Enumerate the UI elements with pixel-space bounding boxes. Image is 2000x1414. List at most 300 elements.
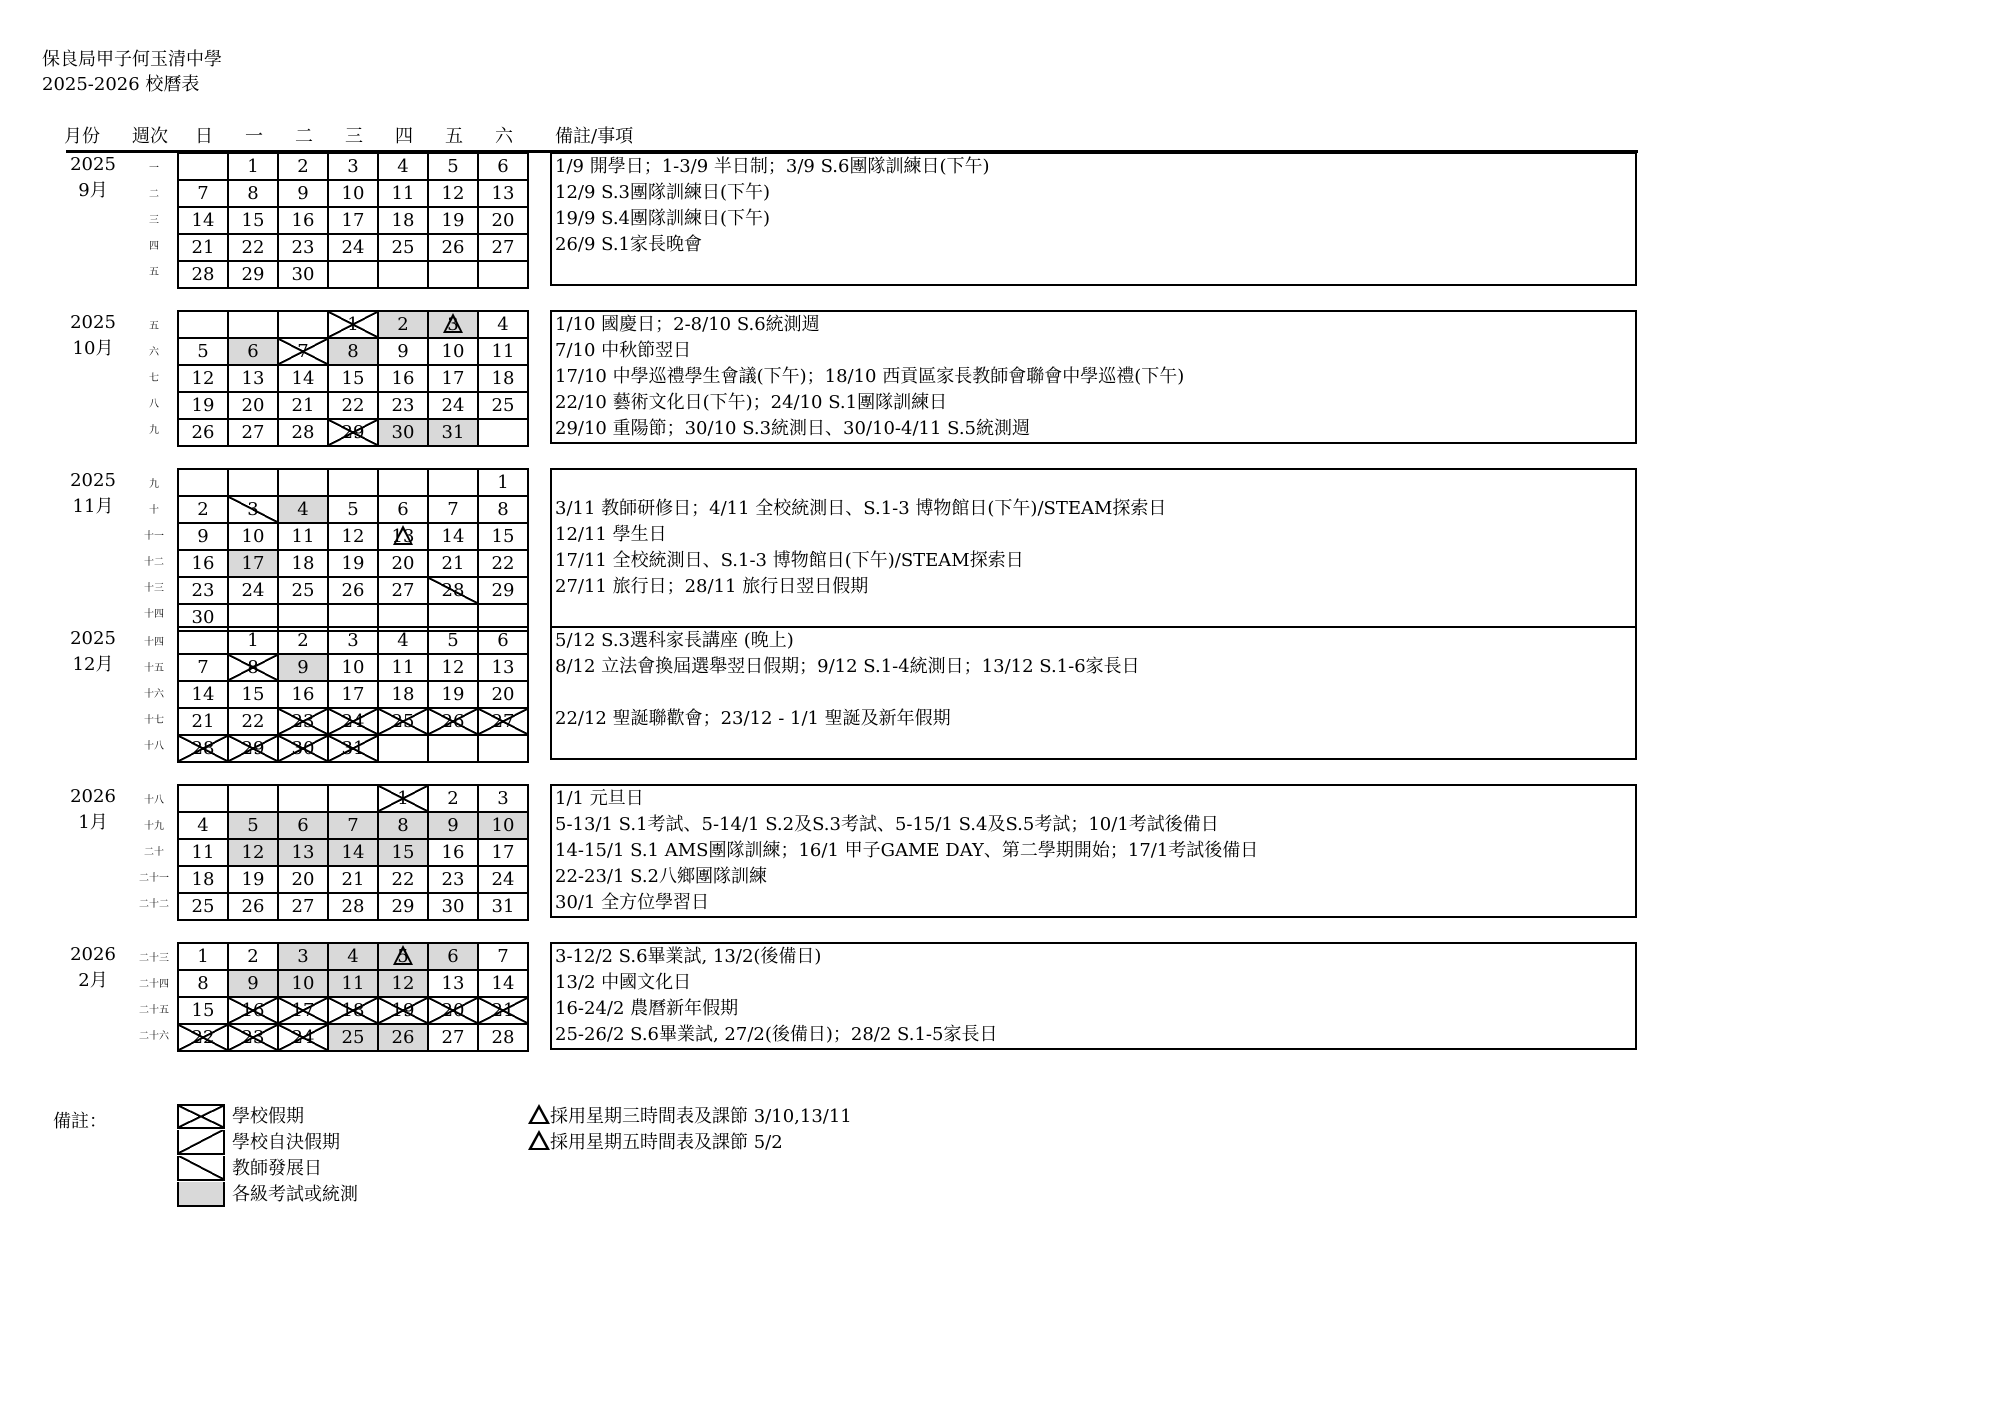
day-cell xyxy=(328,577,378,604)
day-number: 8 xyxy=(247,183,259,204)
day-cell xyxy=(228,681,278,708)
day-number: 16 xyxy=(391,368,415,389)
day-cell xyxy=(178,812,228,839)
month-name: 10月 xyxy=(72,338,114,359)
day-cell xyxy=(328,866,378,893)
day-cell xyxy=(178,866,228,893)
day-number: 18 xyxy=(291,553,315,574)
day-cell xyxy=(328,311,378,338)
day-number: 14 xyxy=(441,526,465,547)
note-line: 17/11 全校統測日、S.1-3 博物館日(下午)/STEAM探索日 xyxy=(555,550,1024,571)
day-number: 26 xyxy=(441,711,465,732)
day-number: 30 xyxy=(441,896,465,917)
day-number: 15 xyxy=(191,1000,215,1021)
day-cell xyxy=(228,708,278,735)
month-notes xyxy=(550,152,1637,286)
day-cell xyxy=(478,365,528,392)
week-row xyxy=(178,496,528,523)
day-cell xyxy=(178,392,228,419)
day-cell xyxy=(328,180,378,207)
day-number: 13 xyxy=(291,842,315,863)
day-cell xyxy=(328,785,378,812)
week-number: 二十 xyxy=(144,847,164,858)
day-cell xyxy=(328,469,378,496)
week-number: 十七 xyxy=(144,715,164,726)
day-number: 21 xyxy=(441,553,465,574)
day-number: 1 xyxy=(197,946,209,967)
note-line: 1/10 國慶日；2-8/10 S.6統測週 xyxy=(555,314,820,335)
note-line: 3-12/2 S.6畢業試, 13/2(後備日) xyxy=(555,946,822,967)
week-number: 二十四 xyxy=(139,979,169,990)
day-number: 26 xyxy=(191,422,215,443)
day-number: 1 xyxy=(397,788,409,809)
day-number: 20 xyxy=(291,869,315,890)
note-line xyxy=(552,732,1635,758)
week-row xyxy=(178,550,528,577)
day-cell xyxy=(378,681,428,708)
day-cell xyxy=(428,735,478,762)
day-cell xyxy=(428,469,478,496)
day-cell xyxy=(328,496,378,523)
note-line: 3/11 教師研修日；4/11 全校統測日、S.1-3 博物館日(下午)/STEAM探索日 xyxy=(555,498,1167,519)
day-cell xyxy=(178,943,228,970)
day-cell xyxy=(478,970,528,997)
month-year: 2026 xyxy=(70,944,116,965)
day-number: 29 xyxy=(341,422,365,443)
day-number: 17 xyxy=(341,210,365,231)
day-cell xyxy=(378,812,428,839)
note-line: 12/11 學生日 xyxy=(555,524,667,545)
day-cell xyxy=(328,943,378,970)
day-cell xyxy=(178,708,228,735)
day-number: 13 xyxy=(441,973,465,994)
day-number: 2 xyxy=(297,630,309,651)
day-cell xyxy=(228,893,278,920)
week-number: 二十二 xyxy=(139,899,169,910)
week-row xyxy=(178,577,528,604)
day-number: 19 xyxy=(441,210,465,231)
day-number: 18 xyxy=(191,869,215,890)
note-line: 27/11 旅行日；28/11 旅行日翌日假期 xyxy=(555,576,869,597)
week-number: 十五 xyxy=(144,663,164,674)
day-number: 14 xyxy=(191,210,215,231)
day-cell xyxy=(478,311,528,338)
day-number: 7 xyxy=(197,657,209,678)
day-cell xyxy=(378,207,428,234)
month-calendar-grid xyxy=(177,152,529,289)
week-row xyxy=(178,785,528,812)
day-cell xyxy=(278,735,328,762)
day-number: 14 xyxy=(341,842,365,863)
day-cell xyxy=(228,970,278,997)
note-line: 22-23/1 S.2八鄉團隊訓練 xyxy=(555,866,767,887)
day-number: 3 xyxy=(347,630,359,651)
day-cell xyxy=(178,261,228,288)
day-number: 25 xyxy=(391,237,415,258)
day-cell xyxy=(328,997,378,1024)
note-line: 1/9 開學日；1-3/9 半日制；3/9 S.6團隊訓練日(下午) xyxy=(555,156,990,177)
month-calendar-grid xyxy=(177,468,529,632)
month-name: 2月 xyxy=(78,970,108,991)
day-number: 1 xyxy=(347,314,359,335)
day-cell xyxy=(478,523,528,550)
day-number: 2 xyxy=(247,946,259,967)
day-number: 14 xyxy=(491,973,515,994)
day-cell xyxy=(278,392,328,419)
day-number: 12 xyxy=(441,657,465,678)
day-number: 27 xyxy=(441,1027,465,1048)
note-line xyxy=(552,680,1635,706)
day-number: 8 xyxy=(347,341,359,362)
day-cell xyxy=(228,997,278,1024)
month-year: 2025 xyxy=(70,312,116,333)
day-number: 15 xyxy=(491,526,515,547)
week-number: 九 xyxy=(149,425,159,436)
day-number: 11 xyxy=(391,657,415,678)
day-number: 20 xyxy=(441,1000,465,1021)
day-cell xyxy=(478,153,528,180)
day-number: 3 xyxy=(247,499,259,520)
day-cell xyxy=(228,1024,278,1051)
day-cell xyxy=(378,627,428,654)
day-cell xyxy=(378,654,428,681)
day-number: 25 xyxy=(391,711,415,732)
day-cell xyxy=(278,839,328,866)
day-number: 14 xyxy=(191,684,215,705)
day-number: 30 xyxy=(291,738,315,759)
week-row xyxy=(178,654,528,681)
day-number: 27 xyxy=(391,580,415,601)
day-number: 17 xyxy=(441,368,465,389)
day-cell xyxy=(328,970,378,997)
day-cell xyxy=(328,392,378,419)
week-number: 九 xyxy=(149,479,159,490)
day-cell xyxy=(228,654,278,681)
day-cell xyxy=(178,839,228,866)
day-number: 16 xyxy=(241,1000,265,1021)
legend-dev-day-swatch xyxy=(177,1156,225,1181)
day-cell xyxy=(378,338,428,365)
day-cell xyxy=(378,469,428,496)
day-cell xyxy=(178,311,228,338)
month-notes xyxy=(550,942,1637,1050)
day-cell xyxy=(278,523,328,550)
day-number: 10 xyxy=(241,526,265,547)
week-number: 十六 xyxy=(144,689,164,700)
day-number: 12 xyxy=(441,183,465,204)
day-number: 8 xyxy=(497,499,509,520)
triangle-icon xyxy=(528,1130,550,1150)
day-cell xyxy=(378,893,428,920)
day-number: 12 xyxy=(191,368,215,389)
legend-exam-swatch xyxy=(177,1182,225,1207)
day-number: 31 xyxy=(441,422,465,443)
day-cell xyxy=(278,654,328,681)
day-cell xyxy=(328,1024,378,1051)
day-number: 4 xyxy=(197,815,209,836)
day-number: 22 xyxy=(341,395,365,416)
day-cell xyxy=(228,261,278,288)
day-cell xyxy=(328,153,378,180)
day-cell xyxy=(428,577,478,604)
day-cell xyxy=(278,970,328,997)
week-number: 三 xyxy=(149,215,159,226)
day-number: 2 xyxy=(297,156,309,177)
day-number: 9 xyxy=(247,973,259,994)
week-number: 二十五 xyxy=(139,1005,169,1016)
week-number: 十八 xyxy=(144,741,164,752)
note-line: 19/9 S.4團隊訓練日(下午) xyxy=(555,208,771,229)
day-cell xyxy=(478,812,528,839)
day-cell xyxy=(178,893,228,920)
day-cell xyxy=(278,812,328,839)
day-cell xyxy=(378,1024,428,1051)
day-cell xyxy=(378,234,428,261)
day-number: 15 xyxy=(391,842,415,863)
week-row xyxy=(178,997,528,1024)
day-cell xyxy=(478,207,528,234)
day-number: 21 xyxy=(491,1000,515,1021)
day-number: 18 xyxy=(391,210,415,231)
day-number: 7 xyxy=(197,183,209,204)
week-row xyxy=(178,839,528,866)
month-calendar-grid xyxy=(177,310,529,447)
day-number: 24 xyxy=(341,237,365,258)
day-cell xyxy=(478,681,528,708)
day-cell xyxy=(328,735,378,762)
day-cell xyxy=(278,419,328,446)
header-week: 週次 xyxy=(132,126,168,147)
day-cell xyxy=(178,365,228,392)
day-cell xyxy=(328,523,378,550)
month-name: 11月 xyxy=(72,496,114,517)
day-cell xyxy=(428,654,478,681)
day-number: 22 xyxy=(491,553,515,574)
day-number: 8 xyxy=(197,973,209,994)
day-cell xyxy=(378,708,428,735)
day-cell xyxy=(228,338,278,365)
day-number: 20 xyxy=(241,395,265,416)
day-cell xyxy=(178,785,228,812)
day-cell xyxy=(278,785,328,812)
day-cell xyxy=(428,419,478,446)
day-cell xyxy=(428,261,478,288)
day-cell xyxy=(478,180,528,207)
day-cell xyxy=(478,392,528,419)
day-cell xyxy=(378,311,428,338)
day-cell xyxy=(378,365,428,392)
week-number: 十八 xyxy=(144,795,164,806)
day-cell xyxy=(278,893,328,920)
note-line xyxy=(552,258,1635,284)
day-number: 10 xyxy=(441,341,465,362)
note-line: 5-13/1 S.1考試、5-14/1 S.2及S.3考試、5-15/1 S.4及S.5考試；10/1考試後備日 xyxy=(555,814,1219,835)
week-row xyxy=(178,970,528,997)
day-header: 日 xyxy=(195,126,213,147)
day-cell xyxy=(228,866,278,893)
day-number: 23 xyxy=(241,1027,265,1048)
day-cell xyxy=(278,577,328,604)
day-cell xyxy=(328,893,378,920)
week-number: 七 xyxy=(149,373,159,384)
day-cell xyxy=(478,785,528,812)
day-cell xyxy=(228,812,278,839)
day-number: 30 xyxy=(191,607,215,628)
day-number: 19 xyxy=(191,395,215,416)
day-number: 19 xyxy=(241,869,265,890)
day-cell xyxy=(278,365,328,392)
legend-wed-timetable xyxy=(528,1104,852,1130)
day-cell xyxy=(328,708,378,735)
day-cell xyxy=(378,392,428,419)
day-cell xyxy=(428,839,478,866)
day-cell xyxy=(228,577,278,604)
day-cell xyxy=(478,627,528,654)
week-row xyxy=(178,469,528,496)
day-cell xyxy=(478,943,528,970)
day-number: 17 xyxy=(491,842,515,863)
day-number: 22 xyxy=(241,711,265,732)
month-calendar-grid xyxy=(177,942,529,1052)
day-number: 24 xyxy=(291,1027,315,1048)
day-number: 19 xyxy=(391,1000,415,1021)
day-cell xyxy=(228,419,278,446)
day-number: 21 xyxy=(291,395,315,416)
week-row xyxy=(178,180,528,207)
day-number: 27 xyxy=(291,896,315,917)
day-cell xyxy=(478,893,528,920)
legend-exam: 各級考試或統測 xyxy=(232,1184,358,1205)
week-number: 五 xyxy=(149,321,159,332)
day-cell xyxy=(478,469,528,496)
day-number: 14 xyxy=(291,368,315,389)
day-number: 24 xyxy=(341,711,365,732)
day-cell xyxy=(278,866,328,893)
legend-holiday-swatch xyxy=(177,1104,225,1129)
day-number: 11 xyxy=(191,842,215,863)
week-row xyxy=(178,708,528,735)
day-number: 25 xyxy=(191,896,215,917)
day-cell xyxy=(178,970,228,997)
week-number: 十四 xyxy=(144,609,164,620)
legend-dev-day: 教師發展日 xyxy=(232,1158,322,1179)
day-cell xyxy=(328,839,378,866)
day-number: 5 xyxy=(197,341,209,362)
day-number: 19 xyxy=(441,684,465,705)
day-number: 29 xyxy=(241,738,265,759)
week-number: 二 xyxy=(149,189,159,200)
day-number: 16 xyxy=(441,842,465,863)
day-cell xyxy=(178,997,228,1024)
day-number: 29 xyxy=(391,896,415,917)
day-number: 31 xyxy=(491,896,515,917)
day-number: 9 xyxy=(447,815,459,836)
day-number: 25 xyxy=(341,1027,365,1048)
triangle-icon xyxy=(528,1104,550,1124)
month-year: 2025 xyxy=(70,470,116,491)
day-number: 7 xyxy=(297,341,309,362)
day-cell xyxy=(428,1024,478,1051)
day-cell xyxy=(378,735,428,762)
day-number: 7 xyxy=(447,499,459,520)
day-number: 19 xyxy=(341,553,365,574)
day-number: 4 xyxy=(397,630,409,651)
day-cell xyxy=(328,550,378,577)
week-row xyxy=(178,523,528,550)
day-number: 15 xyxy=(241,210,265,231)
day-number: 10 xyxy=(491,815,515,836)
day-header: 一 xyxy=(245,126,263,147)
month-year: 2026 xyxy=(70,786,116,807)
day-number: 20 xyxy=(391,553,415,574)
week-number: 十一 xyxy=(144,531,164,542)
day-cell xyxy=(278,180,328,207)
week-row xyxy=(178,812,528,839)
day-number: 18 xyxy=(391,684,415,705)
week-number: 十二 xyxy=(144,557,164,568)
week-number: 十 xyxy=(149,505,159,516)
day-number: 21 xyxy=(341,869,365,890)
day-cell xyxy=(428,365,478,392)
week-row xyxy=(178,681,528,708)
day-number: 3 xyxy=(297,946,309,967)
day-cell xyxy=(478,577,528,604)
day-cell xyxy=(228,234,278,261)
day-number: 17 xyxy=(341,684,365,705)
header-month: 月份 xyxy=(64,126,100,147)
day-number: 5 xyxy=(447,156,459,177)
day-number: 5 xyxy=(247,815,259,836)
legend-self-holiday: 學校自決假期 xyxy=(232,1132,340,1153)
week-row xyxy=(178,311,528,338)
day-cell xyxy=(178,577,228,604)
day-cell xyxy=(378,577,428,604)
week-row xyxy=(178,419,528,446)
day-number: 24 xyxy=(491,869,515,890)
day-number: 11 xyxy=(341,973,365,994)
day-cell xyxy=(428,523,478,550)
month-year: 2025 xyxy=(70,628,116,649)
day-number: 17 xyxy=(291,1000,315,1021)
day-number: 22 xyxy=(191,1027,215,1048)
day-cell xyxy=(378,180,428,207)
day-number: 1 xyxy=(247,156,259,177)
week-row xyxy=(178,893,528,920)
day-cell xyxy=(378,523,428,550)
day-cell xyxy=(428,234,478,261)
day-cell xyxy=(478,419,528,446)
week-number: 八 xyxy=(149,399,159,410)
month-calendar-grid xyxy=(177,626,529,763)
month-notes xyxy=(550,784,1637,918)
day-cell xyxy=(278,234,328,261)
day-number: 12 xyxy=(341,526,365,547)
note-line: 26/9 S.1家長晚會 xyxy=(555,234,703,255)
day-cell xyxy=(428,338,478,365)
day-cell xyxy=(278,469,328,496)
day-number: 16 xyxy=(291,210,315,231)
legend-fri-text: 採用星期五時間表及課節 5/2 xyxy=(550,1132,783,1153)
day-number: 25 xyxy=(491,395,515,416)
day-number: 1 xyxy=(247,630,259,651)
week-row xyxy=(178,392,528,419)
day-number: 17 xyxy=(241,553,265,574)
day-cell xyxy=(428,970,478,997)
week-number: 五 xyxy=(149,267,159,278)
day-cell xyxy=(278,153,328,180)
day-cell xyxy=(228,469,278,496)
day-cell xyxy=(378,550,428,577)
